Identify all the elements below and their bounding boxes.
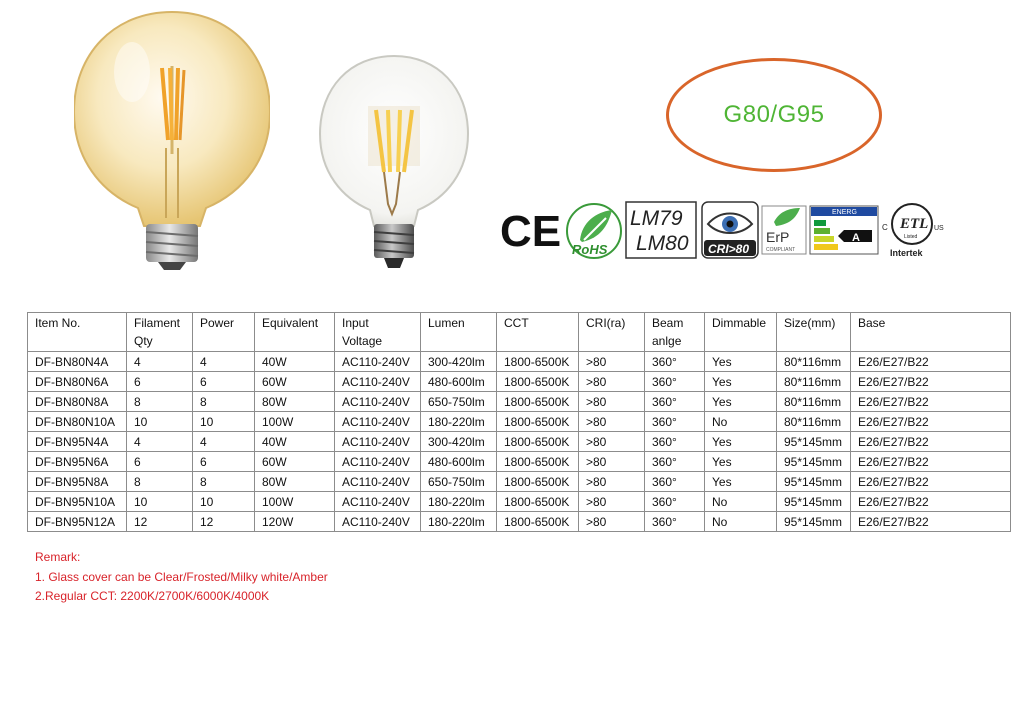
spec-table [27,312,1011,532]
table-cell: >80 [579,472,645,492]
table-cell: >80 [579,512,645,532]
table-cell: 60W [255,452,335,472]
header-line-1: Base [858,316,886,330]
table-cell: DF-BN95N12A [28,512,127,532]
table-cell: AC110-240V [335,512,421,532]
table-header-cell [335,313,421,352]
remark-item-1: 1. Glass cover can be Clear/Frosted/Milky white/Amber [35,569,328,584]
table-cell: 10 [193,492,255,512]
table-row [28,352,1011,372]
header-line-1: Beam [652,316,684,330]
table-cell: 12 [127,512,193,532]
table-row [28,512,1011,532]
table-cell: AC110-240V [335,372,421,392]
table-header-cell [705,313,777,352]
table-cell: AC110-240V [335,492,421,512]
svg-text:CE: CE [500,207,562,256]
table-cell: 1800-6500K [497,392,579,412]
model-badge-text: G80/G95 [723,101,825,128]
erp-icon [762,206,806,254]
table-cell: 95*145mm [777,472,851,492]
table-cell: >80 [579,352,645,372]
table-cell: 360° [645,472,705,492]
table-cell: AC110-240V [335,352,421,372]
table-cell: Yes [705,472,777,492]
table-cell: 95*145mm [777,492,851,512]
table-cell: 10 [193,412,255,432]
table-cell: 1800-6500K [497,472,579,492]
table-cell: 360° [645,412,705,432]
table-cell: 360° [645,372,705,392]
svg-text:ErP: ErP [766,229,790,245]
header-line-2: Qty [134,334,153,348]
table-cell: 8 [127,472,193,492]
table-cell: 80W [255,472,335,492]
table-cell: 95*145mm [777,512,851,532]
table-cell: 360° [645,352,705,372]
table-cell: 1800-6500K [497,372,579,392]
header-line-1: CCT [504,316,529,330]
table-cell: 100W [255,412,335,432]
table-cell: AC110-240V [335,452,421,472]
table-cell: 80*116mm [777,392,851,412]
table-cell: 360° [645,512,705,532]
table-cell: 360° [645,492,705,512]
table-cell: DF-BN80N10A [28,412,127,432]
table-cell: 10 [127,412,193,432]
table-cell: 300-420lm [421,352,497,372]
table-cell: DF-BN95N8A [28,472,127,492]
svg-text:US: US [934,225,944,232]
table-cell: 100W [255,492,335,512]
header-line-1: Size(mm) [784,316,836,330]
table-cell: Yes [705,432,777,452]
table-cell: DF-BN95N10A [28,492,127,512]
table-cell: 180-220lm [421,412,497,432]
table-cell: No [705,492,777,512]
table-row [28,452,1011,472]
table-cell: DF-BN80N8A [28,392,127,412]
table-cell: 360° [645,432,705,452]
table-cell: 6 [127,372,193,392]
table-cell: 95*145mm [777,452,851,472]
svg-text:COMPLIANT: COMPLIANT [766,247,796,253]
remark-item-2: 2.Regular CCT: 2200K/2700K/6000K/4000K [35,589,270,603]
table-cell: No [705,412,777,432]
table-cell: 8 [193,472,255,492]
table-cell: 180-220lm [421,492,497,512]
table-cell: E26/E27/B22 [851,412,1011,432]
table-cell: 1800-6500K [497,412,579,432]
table-cell: >80 [579,492,645,512]
rohs-icon [567,204,621,258]
header-line-1: CRI(ra) [586,316,626,330]
table-cell: 1800-6500K [497,492,579,512]
table-row [28,472,1011,492]
table-cell: 6 [127,452,193,472]
table-cell: >80 [579,372,645,392]
table-cell: E26/E27/B22 [851,472,1011,492]
table-cell: Yes [705,392,777,412]
table-cell: >80 [579,412,645,432]
amber-filament-bulb-image [74,8,270,270]
table-cell: E26/E27/B22 [851,392,1011,412]
svg-text:LM79: LM79 [630,207,683,230]
cri-eye-icon [702,202,758,258]
table-cell: E26/E27/B22 [851,452,1011,472]
table-cell: 650-750lm [421,472,497,492]
table-cell: 40W [255,352,335,372]
table-cell: AC110-240V [335,472,421,492]
table-cell: 480-600lm [421,452,497,472]
table-header-row [28,313,1011,352]
table-cell: >80 [579,392,645,412]
table-cell: 1800-6500K [497,512,579,532]
svg-text:CRI>80: CRI>80 [708,242,750,256]
table-cell: 80W [255,392,335,412]
table-cell: 300-420lm [421,432,497,452]
table-cell: 10 [127,492,193,512]
table-cell: 360° [645,392,705,412]
table-cell: DF-BN95N6A [28,452,127,472]
table-cell: E26/E27/B22 [851,492,1011,512]
table-header-cell [851,313,1011,352]
table-cell: 8 [127,392,193,412]
table-cell: 6 [193,452,255,472]
table-header-cell [127,313,193,352]
table-header-cell [645,313,705,352]
table-cell: 1800-6500K [497,352,579,372]
table-header-cell [579,313,645,352]
table-cell: 80*116mm [777,352,851,372]
svg-text:C: C [882,223,888,232]
table-cell: No [705,512,777,532]
table-cell: >80 [579,432,645,452]
table-cell: E26/E27/B22 [851,372,1011,392]
remarks-title: Remark: [35,550,81,564]
table-cell: 1800-6500K [497,432,579,452]
model-badge [666,58,882,172]
table-cell: 4 [193,432,255,452]
header-line-1: Equivalent [262,316,319,330]
table-header-cell [255,313,335,352]
table-cell: 4 [127,432,193,452]
etl-intertek-icon [882,204,944,258]
svg-text:RoHS: RoHS [572,242,608,257]
certification-logos [500,200,960,262]
table-cell: 80*116mm [777,412,851,432]
svg-text:ENERG: ENERG [832,209,857,216]
table-row [28,372,1011,392]
svg-text:LM80: LM80 [636,232,689,255]
clear-filament-bulb-image [318,54,470,270]
table-cell: 60W [255,372,335,392]
header-line-2: Voltage [342,334,383,348]
table-cell: 95*145mm [777,432,851,452]
table-cell: 80*116mm [777,372,851,392]
table-header-cell [28,313,127,352]
table-cell: 480-600lm [421,372,497,392]
table-cell: Yes [705,352,777,372]
energy-label-icon [810,206,878,254]
header-line-1: Filament [134,316,181,330]
table-cell: 4 [193,352,255,372]
svg-text:ETL: ETL [900,216,929,232]
table-cell: 8 [193,392,255,412]
table-cell: DF-BN80N4A [28,352,127,372]
ce-mark-icon [500,207,561,256]
table-header-cell [777,313,851,352]
table-cell: AC110-240V [335,432,421,452]
svg-text:Intertek: Intertek [890,248,923,258]
table-cell: 180-220lm [421,512,497,532]
svg-text:A: A [852,232,860,244]
table-cell: Yes [705,452,777,472]
table-cell: 40W [255,432,335,452]
header-line-1: Dimmable [712,316,767,330]
header-line-1: Lumen [428,316,465,330]
table-cell: 650-750lm [421,392,497,412]
header-line-2: anlge [652,334,682,348]
table-cell: 4 [127,352,193,372]
header-line-1: Input [342,316,369,330]
table-cell: AC110-240V [335,392,421,412]
table-header-cell [497,313,579,352]
table-cell: 6 [193,372,255,392]
table-cell: DF-BN95N4A [28,432,127,452]
svg-text:Listed: Listed [904,234,918,240]
table-cell: AC110-240V [335,412,421,432]
table-cell: DF-BN80N6A [28,372,127,392]
table-header-cell [193,313,255,352]
header-line-1: Power [200,316,235,330]
table-row [28,392,1011,412]
lm79-lm80-icon [626,202,696,258]
table-cell: >80 [579,452,645,472]
table-row [28,432,1011,452]
table-cell: Yes [705,372,777,392]
table-row [28,492,1011,512]
table-cell: 360° [645,452,705,472]
table-cell: 120W [255,512,335,532]
table-cell: 12 [193,512,255,532]
table-cell: E26/E27/B22 [851,512,1011,532]
table-cell: 1800-6500K [497,452,579,472]
table-header-cell [421,313,497,352]
header-line-1: Item No. [35,316,81,330]
table-cell: E26/E27/B22 [851,352,1011,372]
table-cell: E26/E27/B22 [851,432,1011,452]
table-row [28,412,1011,432]
remarks [35,548,328,607]
